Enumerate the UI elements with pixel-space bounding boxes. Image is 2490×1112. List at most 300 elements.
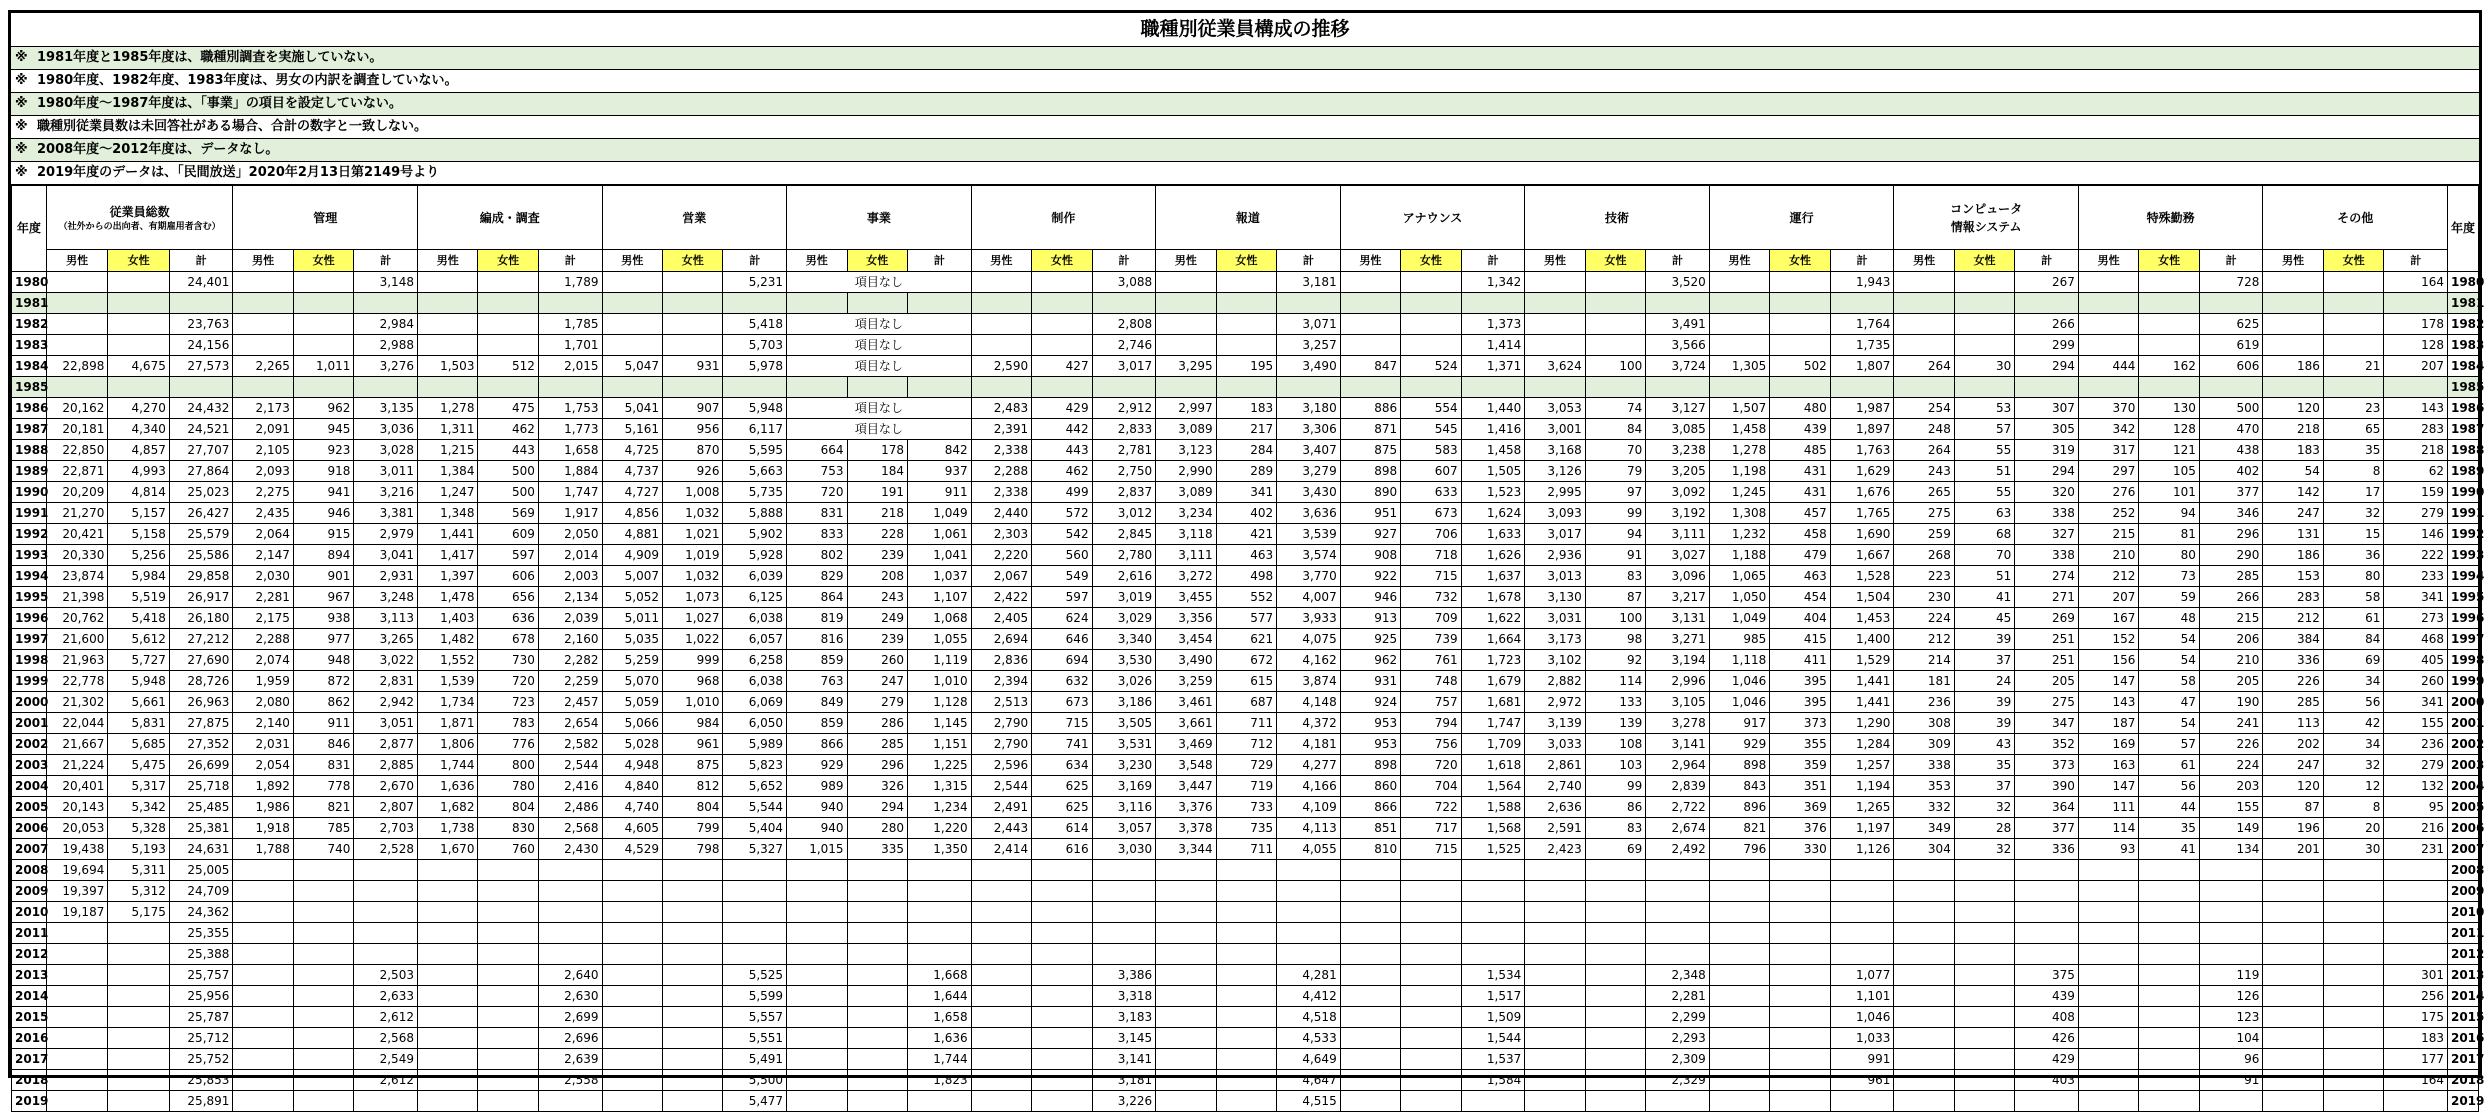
data-cell: 5,028: [602, 734, 662, 755]
data-cell: 3,530: [1092, 650, 1156, 671]
data-cell: [1770, 1070, 1830, 1091]
data-cell: 25,956: [169, 986, 233, 1007]
data-cell: [1830, 902, 1894, 923]
data-cell: 55: [1954, 482, 2014, 503]
data-cell: 2,696: [538, 1028, 602, 1049]
data-cell: 264: [1894, 440, 1954, 461]
data-cell: [2384, 923, 2448, 944]
data-cell: 183: [2384, 1028, 2448, 1049]
data-cell: 17: [2323, 482, 2383, 503]
data-cell: 285: [847, 734, 907, 755]
year-cell-right: 2016: [2447, 1028, 2478, 1049]
data-cell: 256: [2384, 986, 2448, 1007]
data-cell: 2,414: [971, 839, 1031, 860]
data-cell: [663, 1028, 723, 1049]
data-cell: 830: [478, 818, 538, 839]
data-cell: 5,902: [723, 524, 787, 545]
year-cell-right: 2018: [2447, 1070, 2478, 1091]
data-cell: 332: [1894, 797, 1954, 818]
data-cell: 1,588: [1461, 797, 1525, 818]
data-cell: [908, 1091, 972, 1112]
data-cell: 2,931: [354, 566, 418, 587]
data-cell: 1,041: [908, 545, 972, 566]
data-cell: [723, 860, 787, 881]
data-cell: 1,679: [1461, 671, 1525, 692]
data-cell: 1,350: [908, 839, 972, 860]
data-cell: [1216, 314, 1276, 335]
data-cell: 294: [847, 797, 907, 818]
data-cell: 65: [2323, 419, 2383, 440]
year-cell: 2000: [12, 692, 47, 713]
data-cell: [2323, 1091, 2383, 1112]
data-cell: 1,019: [663, 545, 723, 566]
data-cell: [1216, 377, 1276, 398]
data-cell: 205: [2199, 671, 2263, 692]
data-cell: 1,676: [1830, 482, 1894, 503]
data-cell: 656: [478, 587, 538, 608]
data-cell: 2,746: [1092, 335, 1156, 356]
data-cell: [1954, 1028, 2014, 1049]
data-cell: 925: [1340, 629, 1400, 650]
data-cell: 27,212: [169, 629, 233, 650]
data-cell: 128: [2139, 419, 2199, 440]
data-cell: [2323, 965, 2383, 986]
data-cell: [2384, 1091, 2448, 1112]
data-cell: [971, 965, 1031, 986]
data-cell: [908, 377, 972, 398]
table-row: [12, 419, 2479, 440]
year-cell: 1982: [12, 314, 47, 335]
data-cell: 862: [293, 692, 353, 713]
data-cell: 121: [2139, 440, 2199, 461]
data-cell: 25,757: [169, 965, 233, 986]
data-cell: 429: [2015, 1049, 2079, 1070]
data-cell: 499: [1032, 482, 1092, 503]
data-cell: 498: [1216, 566, 1276, 587]
data-cell: 3,089: [1156, 419, 1216, 440]
data-cell: 326: [847, 776, 907, 797]
data-cell: 732: [1401, 587, 1461, 608]
female-header: 女性: [1954, 250, 2014, 272]
data-cell: 3,376: [1156, 797, 1216, 818]
data-cell: [723, 881, 787, 902]
data-cell: 2,067: [971, 566, 1031, 587]
data-cell: 364: [2015, 797, 2079, 818]
data-cell: 4,737: [602, 461, 662, 482]
year-cell: 1985: [12, 377, 47, 398]
table-row: [12, 314, 2479, 335]
data-cell: 8: [2323, 461, 2383, 482]
data-cell: 370: [2078, 398, 2138, 419]
data-cell: 1,021: [663, 524, 723, 545]
data-cell: [2199, 860, 2263, 881]
data-cell: [1461, 1091, 1525, 1112]
table-row: [12, 755, 2479, 776]
data-cell: [538, 881, 602, 902]
data-cell: [1585, 902, 1645, 923]
data-cell: [1340, 377, 1400, 398]
data-cell: [1585, 377, 1645, 398]
data-cell: [2139, 1028, 2199, 1049]
data-cell: 5,404: [723, 818, 787, 839]
data-cell: [1156, 923, 1216, 944]
data-cell: 798: [663, 839, 723, 860]
data-cell: 24,362: [169, 902, 233, 923]
data-cell: 5,256: [108, 545, 170, 566]
data-cell: 1,618: [1461, 755, 1525, 776]
data-cell: 147: [2078, 776, 2138, 797]
data-cell: 186: [2263, 356, 2323, 377]
data-cell: 3,102: [1525, 650, 1585, 671]
data-cell: [1894, 986, 1954, 1007]
data-cell: 377: [2199, 482, 2263, 503]
data-cell: 1,987: [1830, 398, 1894, 419]
year-cell: 1989: [12, 461, 47, 482]
data-cell: 1,626: [1461, 545, 1525, 566]
data-table: [11, 185, 2485, 1112]
data-cell: [46, 335, 108, 356]
data-cell: 377: [2015, 818, 2079, 839]
year-cell: 1995: [12, 587, 47, 608]
note-line: [11, 70, 2479, 93]
data-cell: 646: [1032, 629, 1092, 650]
data-cell: [1216, 860, 1276, 881]
female-header: 女性: [108, 250, 170, 272]
data-cell: [1894, 965, 1954, 986]
data-cell: 212: [1894, 629, 1954, 650]
data-cell: [1032, 272, 1092, 293]
data-cell: [2263, 881, 2323, 902]
data-cell: [2323, 860, 2383, 881]
data-cell: 3,194: [1646, 650, 1710, 671]
data-cell: [293, 986, 353, 1007]
data-cell: 1,539: [417, 671, 477, 692]
data-cell: 894: [293, 545, 353, 566]
data-cell: 463: [1216, 545, 1276, 566]
data-cell: 3,139: [1525, 713, 1585, 734]
data-cell: [233, 1007, 293, 1028]
data-cell: 28: [1954, 818, 2014, 839]
data-cell: 247: [847, 671, 907, 692]
data-cell: 5,328: [108, 818, 170, 839]
data-cell: [1401, 944, 1461, 965]
year-cell-right: 1994: [2447, 566, 2478, 587]
data-cell: 1,046: [1709, 671, 1769, 692]
data-cell: 706: [1401, 524, 1461, 545]
data-cell: [971, 377, 1031, 398]
data-cell: [1092, 944, 1156, 965]
data-cell: 1,027: [663, 608, 723, 629]
data-cell: 284: [1216, 440, 1276, 461]
data-cell: 105: [2139, 461, 2199, 482]
data-cell: [663, 1007, 723, 1028]
data-cell: 2,457: [538, 692, 602, 713]
data-cell: [1461, 377, 1525, 398]
data-cell: [663, 965, 723, 986]
data-cell: 25,381: [169, 818, 233, 839]
data-cell: 1,744: [417, 755, 477, 776]
data-cell: 946: [1340, 587, 1400, 608]
data-cell: [1585, 860, 1645, 881]
data-cell: 3,491: [1646, 314, 1710, 335]
data-cell: [354, 1091, 418, 1112]
data-cell: 4,270: [108, 398, 170, 419]
year-cell-right: 1983: [2447, 335, 2478, 356]
data-cell: [1954, 335, 2014, 356]
data-cell: 542: [1032, 524, 1092, 545]
data-cell: 462: [478, 419, 538, 440]
table-row: [12, 293, 2479, 314]
data-cell: 61: [2323, 608, 2383, 629]
data-cell: 5,327: [723, 839, 787, 860]
data-cell: 1,284: [1830, 734, 1894, 755]
data-cell: 4,993: [108, 461, 170, 482]
data-cell: [1894, 860, 1954, 881]
data-cell: 720: [478, 671, 538, 692]
data-cell: 297: [2078, 461, 2138, 482]
data-cell: [2078, 923, 2138, 944]
data-cell: [1401, 293, 1461, 314]
category-header: [1156, 186, 1341, 250]
data-cell: [1894, 1028, 1954, 1049]
data-cell: 1,544: [1461, 1028, 1525, 1049]
data-cell: [2263, 1091, 2323, 1112]
data-cell: 1,458: [1709, 419, 1769, 440]
data-cell: 21: [2323, 356, 2383, 377]
data-cell: [787, 986, 847, 1007]
data-cell: 948: [293, 650, 353, 671]
data-cell: 1,636: [417, 776, 477, 797]
data-cell: 913: [1340, 608, 1400, 629]
male-header: 男性: [46, 250, 108, 272]
data-cell: 2,780: [1092, 545, 1156, 566]
data-cell: 2,259: [538, 671, 602, 692]
data-cell: 1,504: [1830, 587, 1894, 608]
data-cell: 266: [2015, 314, 2079, 335]
data-cell: 103: [1585, 755, 1645, 776]
data-cell: 224: [1894, 608, 1954, 629]
data-cell: 286: [847, 713, 907, 734]
data-cell: 23,763: [169, 314, 233, 335]
data-cell: 2,670: [354, 776, 418, 797]
data-cell: [2078, 293, 2138, 314]
data-cell: [1585, 335, 1645, 356]
year-cell: 1998: [12, 650, 47, 671]
data-cell: 3,205: [1646, 461, 1710, 482]
data-cell: 1,061: [908, 524, 972, 545]
data-cell: [417, 881, 477, 902]
data-cell: [1954, 986, 2014, 1007]
data-cell: [1646, 881, 1710, 902]
data-cell: [602, 1028, 662, 1049]
year-cell: 1987: [12, 419, 47, 440]
data-cell: 2,440: [971, 503, 1031, 524]
data-cell: 27,875: [169, 713, 233, 734]
data-cell: 946: [293, 503, 353, 524]
data-cell: 1,658: [908, 1007, 972, 1028]
data-cell: [538, 293, 602, 314]
data-cell: 715: [1032, 713, 1092, 734]
data-cell: 549: [1032, 566, 1092, 587]
data-cell: 609: [478, 524, 538, 545]
data-cell: 1,773: [538, 419, 602, 440]
data-cell: 215: [2078, 524, 2138, 545]
data-cell: [2078, 272, 2138, 293]
data-cell: [1525, 1028, 1585, 1049]
data-cell: 3,276: [354, 356, 418, 377]
data-cell: 1,664: [1461, 629, 1525, 650]
data-cell: 27,352: [169, 734, 233, 755]
table-row: [12, 398, 2479, 419]
year-cell-right: 2000: [2447, 692, 2478, 713]
data-cell: 3,027: [1646, 545, 1710, 566]
data-cell: [1401, 377, 1461, 398]
data-cell: 390: [2015, 776, 2079, 797]
data-cell: [1401, 923, 1461, 944]
data-cell: 938: [293, 608, 353, 629]
data-cell: 243: [847, 587, 907, 608]
data-cell: 831: [787, 503, 847, 524]
data-cell: [478, 1049, 538, 1070]
data-cell: [1770, 314, 1830, 335]
data-cell: 2,160: [538, 629, 602, 650]
data-cell: 91: [1585, 545, 1645, 566]
data-cell: [2078, 881, 2138, 902]
year-cell-right: 1992: [2447, 524, 2478, 545]
data-cell: [293, 923, 353, 944]
data-cell: 147: [2078, 671, 2138, 692]
data-cell: 816: [787, 629, 847, 650]
data-cell: 673: [1401, 503, 1461, 524]
data-cell: [1709, 314, 1769, 335]
year-header-right: 年度: [2447, 186, 2478, 272]
data-cell: 927: [1340, 524, 1400, 545]
data-cell: [108, 1049, 170, 1070]
data-cell: [2199, 944, 2263, 965]
data-cell: 218: [847, 503, 907, 524]
data-cell: 4,166: [1277, 776, 1341, 797]
data-cell: 84: [1585, 419, 1645, 440]
data-cell: 24,631: [169, 839, 233, 860]
data-cell: [1032, 1091, 1092, 1112]
data-cell: 439: [2015, 986, 2079, 1007]
year-cell: 1984: [12, 356, 47, 377]
data-cell: [2078, 986, 2138, 1007]
data-cell: 500: [478, 482, 538, 503]
data-cell: [1585, 965, 1645, 986]
data-cell: 3,168: [1525, 440, 1585, 461]
data-cell: 819: [787, 608, 847, 629]
data-cell: 945: [293, 419, 353, 440]
data-cell: 717: [1401, 818, 1461, 839]
data-cell: [2263, 1007, 2323, 1028]
data-cell: 54: [2263, 461, 2323, 482]
data-cell: 672: [1216, 650, 1276, 671]
data-cell: 3,111: [1156, 545, 1216, 566]
data-cell: [971, 923, 1031, 944]
data-cell: 111: [2078, 797, 2138, 818]
data-cell: 3,036: [354, 419, 418, 440]
data-cell: [1216, 965, 1276, 986]
data-cell: 1,667: [1830, 545, 1894, 566]
data-cell: 1,823: [908, 1070, 972, 1091]
data-cell: 5,551: [723, 1028, 787, 1049]
data-cell: 25,005: [169, 860, 233, 881]
data-cell: 1,440: [1461, 398, 1525, 419]
data-cell: [1156, 1028, 1216, 1049]
data-cell: 1,552: [417, 650, 477, 671]
data-cell: 24,709: [169, 881, 233, 902]
data-cell: 289: [1216, 461, 1276, 482]
data-cell: 3,030: [1092, 839, 1156, 860]
data-cell: [602, 1007, 662, 1028]
data-cell: [2078, 965, 2138, 986]
data-cell: 673: [1032, 692, 1092, 713]
data-cell: [2139, 986, 2199, 1007]
data-cell: 279: [847, 692, 907, 713]
data-cell: [293, 1070, 353, 1091]
table-row: [12, 356, 2479, 377]
data-cell: 829: [787, 566, 847, 587]
data-cell: 24,432: [169, 398, 233, 419]
data-cell: 1,232: [1709, 524, 1769, 545]
data-cell: 2,699: [538, 1007, 602, 1028]
data-cell: [354, 902, 418, 923]
data-cell: [2323, 881, 2383, 902]
data-cell: [1525, 965, 1585, 986]
data-cell: 5,948: [723, 398, 787, 419]
data-cell: 625: [1032, 776, 1092, 797]
data-cell: 3,011: [354, 461, 418, 482]
data-cell: 2,616: [1092, 566, 1156, 587]
data-cell: [233, 986, 293, 1007]
data-cell: [602, 965, 662, 986]
data-cell: 2,591: [1525, 818, 1585, 839]
data-cell: 560: [1032, 545, 1092, 566]
table-row: [12, 692, 2479, 713]
data-cell: 2,050: [538, 524, 602, 545]
data-cell: [663, 923, 723, 944]
data-cell: 294: [2015, 461, 2079, 482]
data-cell: [1032, 1028, 1092, 1049]
data-cell: 1,015: [787, 839, 847, 860]
data-cell: 923: [293, 440, 353, 461]
data-cell: [293, 1007, 353, 1028]
data-cell: 5,052: [602, 587, 662, 608]
data-cell: [1770, 1028, 1830, 1049]
data-cell: 2,030: [233, 566, 293, 587]
data-cell: [1340, 1028, 1400, 1049]
data-cell: [417, 1007, 477, 1028]
data-cell: 236: [1894, 692, 1954, 713]
data-cell: [602, 986, 662, 1007]
data-cell: 5,557: [723, 1007, 787, 1028]
data-cell: 294: [2015, 356, 2079, 377]
data-cell: 95: [2384, 797, 2448, 818]
data-cell: [1340, 1091, 1400, 1112]
data-cell: 20,401: [46, 776, 108, 797]
year-cell-right: 2006: [2447, 818, 2478, 839]
data-cell: 4,740: [602, 797, 662, 818]
data-cell: 35: [2323, 440, 2383, 461]
data-cell: 1,986: [233, 797, 293, 818]
data-cell: 108: [1585, 734, 1645, 755]
data-cell: 5,978: [723, 356, 787, 377]
data-cell: [1216, 1049, 1276, 1070]
data-cell: 5,035: [602, 629, 662, 650]
data-cell: 5,491: [723, 1049, 787, 1070]
data-cell: 1,010: [908, 671, 972, 692]
